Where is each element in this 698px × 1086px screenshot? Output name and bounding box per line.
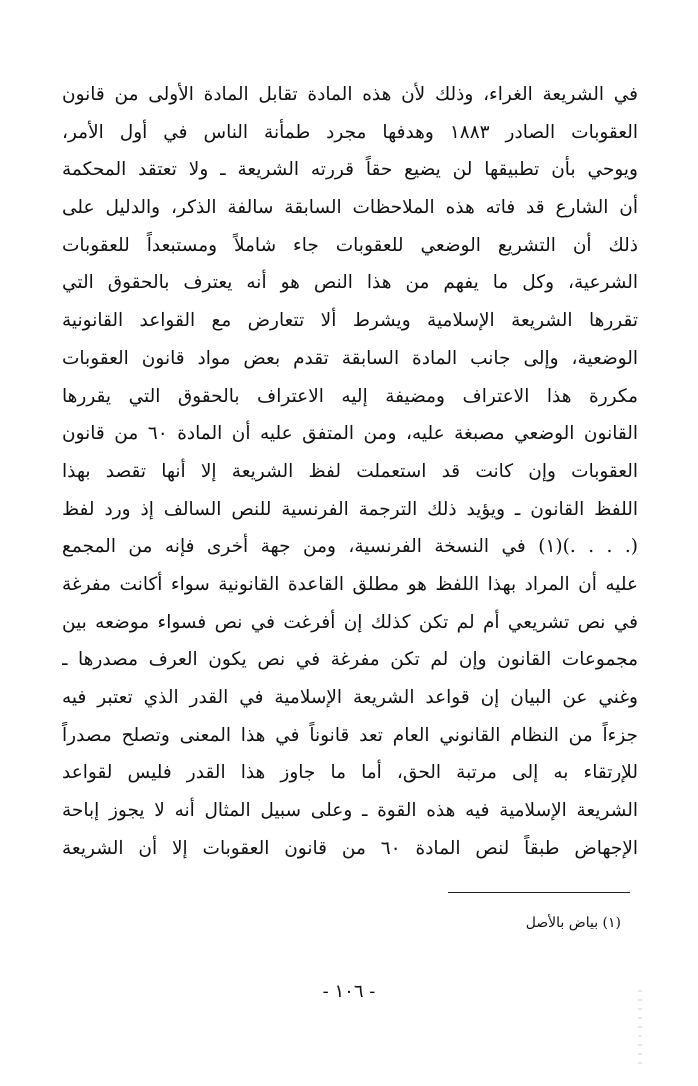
- text-line: تقررها الشريعة الإسلامية ويشرط ألا تتعارض مع القواعد القانونية: [62, 310, 638, 332]
- text-line: جزءاً من النظام القانوني العام تعد قانوناً في هذا المعنى وتصلح مصدراً: [62, 724, 638, 746]
- text-line: في نص تشريعي أم لم تكن كذلك إن أفرغت في نص فسواء موضعه بين: [62, 611, 638, 633]
- text-line: وغني عن البيان إن قواعد الشريعة الإسلامية في القدر الذي تعتبر فيه: [62, 687, 638, 708]
- text-line: (. . . .)(١) في النسخة الفرنسية، ومن جهة أخرى فإنه من المجمع: [62, 536, 638, 558]
- text-line: العقوبات الصادر ١٨٨٣ وهدفها مجرد طمأنة الناس في أول الأمر،: [62, 121, 638, 143]
- text-line: الشرعية، وكل ما يفهم من هذا النص هو أنه يعترف بالحقوق التي: [62, 272, 638, 294]
- text-line: ذلك أن التشريع الوضعي للعقوبات جاء شاملاً ومستبعداً للعقوبات: [62, 234, 638, 256]
- body-text: [62, 76, 638, 867]
- text-line: الإجهاض طبقاً لنص المادة ٦٠ من قانون العقوبات إلا أن الشريعة: [62, 837, 638, 859]
- text-line: ويوحي بأن تطبيقها لن يضيع حقاً قررته الشريعة ـ ولا تعتقد المحكمة: [62, 159, 638, 181]
- text-line: مكررة هذا الاعتراف ومضيفة إليه الاعتراف بالحقوق التي يقررها: [62, 385, 638, 407]
- text-line: أن الشارع قد فاته هذه الملاحظات السابقة سالفة الذكر، والدليل على: [62, 197, 638, 219]
- page-number: - ١٠٦ -: [322, 981, 376, 1002]
- footnote: (١) بياض بالأصل: [525, 915, 621, 931]
- text-line: الوضعية، وإلى جانب المادة السابقة تقدم بعض مواد قانون العقوبات: [62, 347, 638, 369]
- text-line: للإرتقاء به إلى مرتبة الحق، أما ما جاوز هذا القدر فليس لقواعد: [62, 762, 638, 784]
- text-line: الشريعة الإسلامية فيه هذه القوة ـ وعلى سبيل المثال أنه لا يجوز إباحة: [62, 800, 638, 822]
- scan-speckle: [638, 990, 642, 1070]
- text-line: في الشريعة الغراء، وذلك لأن هذه المادة تقابل المادة الأولى من قانون: [62, 84, 638, 105]
- text-line: مجموعات القانون وإن لم تكن مفرغة في نص يكون العرف مصدرها ـ: [62, 649, 638, 671]
- footnote-divider: [448, 892, 630, 893]
- text-line: العقوبات وإن كانت قد استعملت لفظ الشريعة إلا أنها تقصد بهذا: [62, 460, 638, 482]
- text-line: عليه أن المراد بهذا اللفظ هو مطلق القاعدة القانونية سواء أكانت مفرغة: [62, 573, 638, 595]
- text-line: اللفظ القانون ـ ويؤيد ذلك الترجمة الفرنسية للنص السالف إذ ورد لفظ: [62, 498, 638, 520]
- text-line: القانون الوضعي مصبغة عليه، ومن المتفق عليه أن المادة ٦٠ من قانون: [62, 423, 638, 445]
